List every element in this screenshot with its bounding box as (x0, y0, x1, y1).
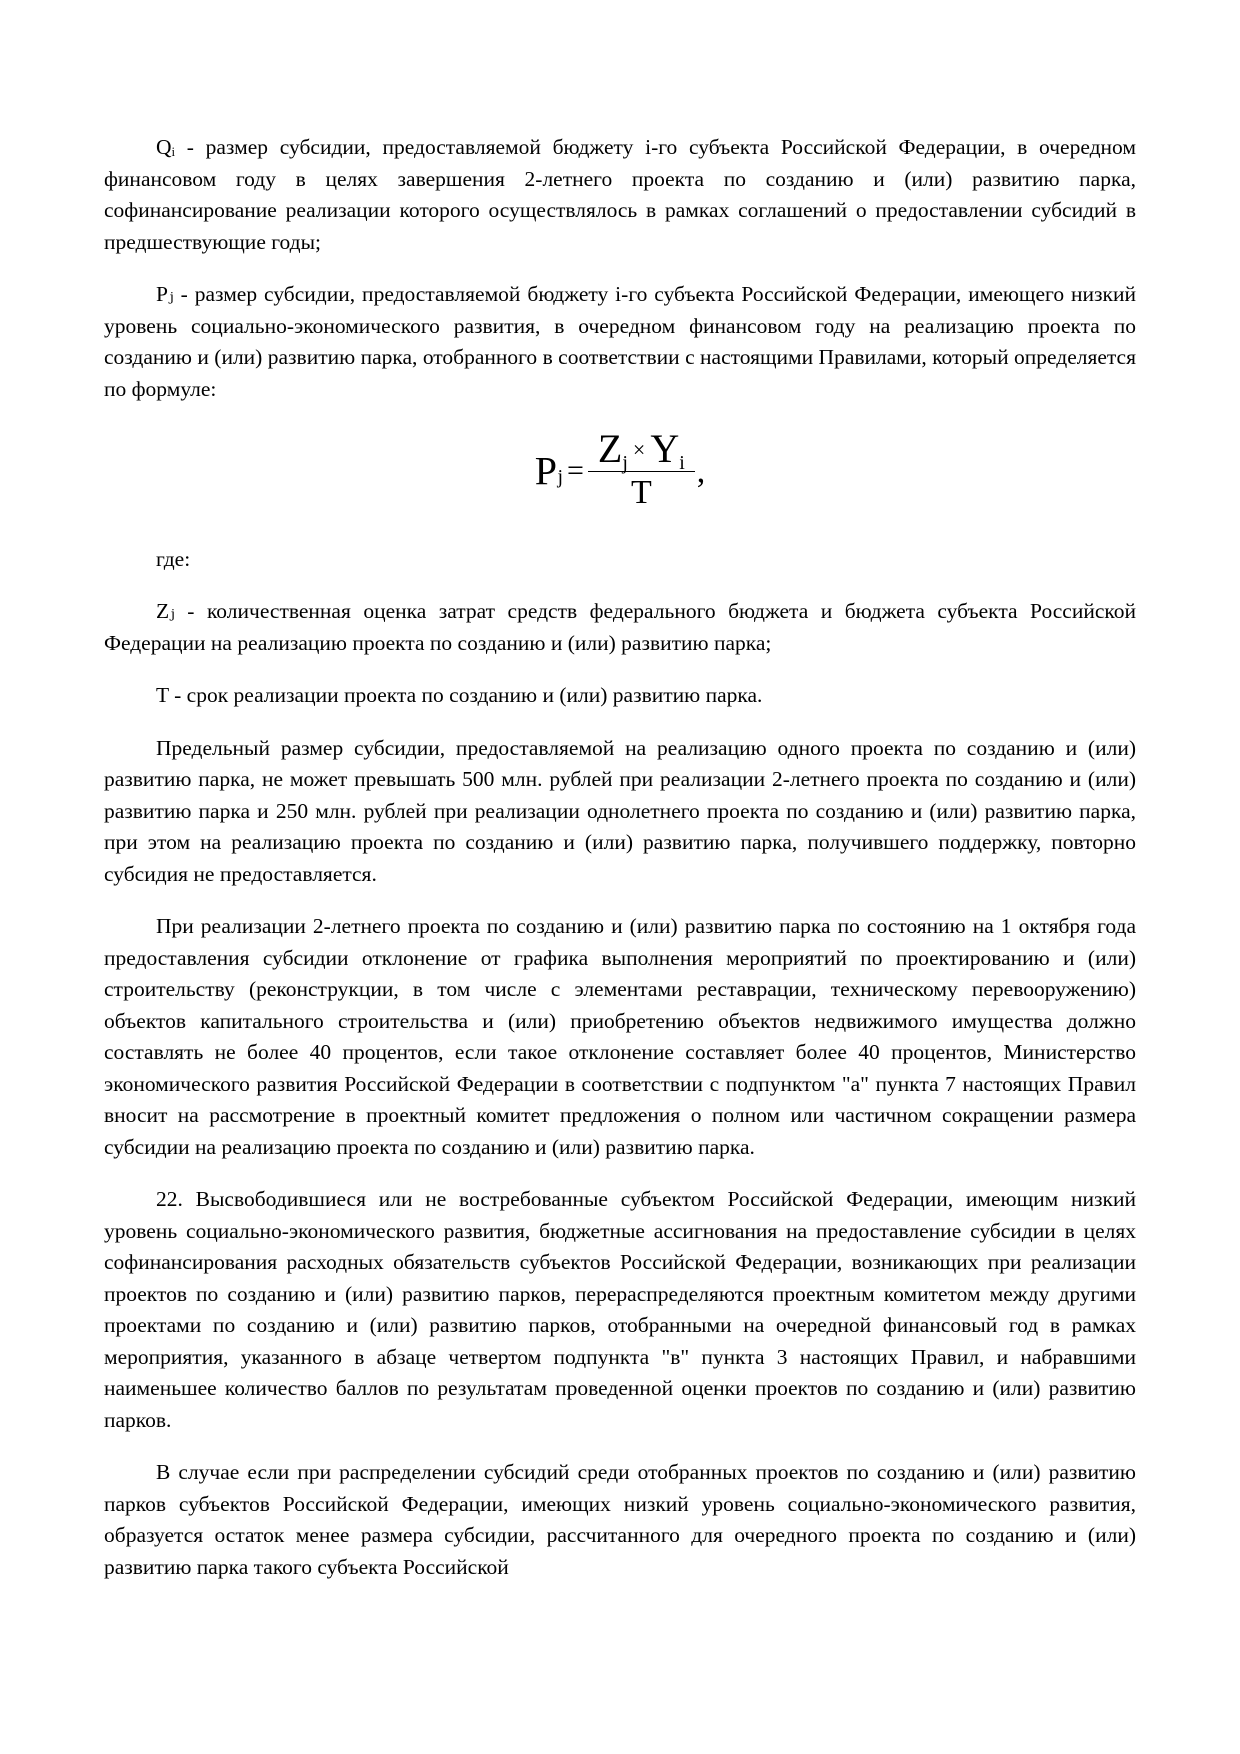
paragraph-clause-22: 22. Высвободившиеся или не востребованные субъектом Российской Федерации, имеющим низкий уровень социально-экономического развития, бюджетные ассигнования на предоставление субсидии в целях софинансирования расходных обязательств субъектов Российской Федерации, возникающих при реализации проектов по созданию и (или) развитию парков, перераспределяются проектным комитетом между другими проектами по созданию и (или) развитию парков, отобранными на очередной финансовый год в рамках мероприятия, указанного в абзаце четвертом подпункта "в" пункта 3 настоящих Правил, и набравшими наименьшее количество баллов по результатам проведенной оценки проектов по созданию и (или) развитию парков. (104, 1187, 1136, 1432)
formula-fraction (588, 427, 695, 512)
formula-block (104, 426, 1136, 514)
formula-numerator-subscript-j: j (622, 451, 628, 474)
formula-numerator-variable-z: Z (597, 426, 623, 471)
formula-numerator (588, 427, 695, 472)
formula-denominator: T (630, 474, 652, 512)
paragraph-t-definition: T - срок реализации проекта по созданию и (или) развитию парка. (156, 683, 763, 708)
formula-equals-sign: = (567, 454, 584, 488)
paragraph-q-definition: Qᵢ - размер субсидии, предоставляемой бюджету i-го субъекта Российской Федерации, в очередном финансовом году в целях завершения 2-летнего проекта по созданию и (или) развитию парка, софинансирование реализации которого осуществлялось в рамках соглашений о предоставлении субсидий в предшествующие годы; (104, 135, 1136, 254)
formula-numerator-subscript-i: i (679, 451, 685, 474)
formula-p-equals-z-times-y-over-t (534, 426, 706, 514)
formula-trailing-comma: , (696, 453, 706, 491)
formula-lhs-variable: P (534, 448, 558, 494)
paragraph-remainder-distribution: В случае если при распределении субсидий среди отобранных проектов по созданию и (или) развитию парков субъектов Российской Федерации, имеющих низкий уровень социально-экономического развития, образуется остаток менее размера субсидии, рассчитанного для очередного проекта по созданию и (или) развитию парка такого субъекта Российской (104, 1460, 1136, 1579)
paragraph-subsidy-limit: Предельный размер субсидии, предоставляемой на реализацию одного проекта по созданию и (или) развитию парка, не может превышать 500 млн. рублей при реализации 2-летнего проекта по созданию и (или) развитию парка и 250 млн. рублей при реализации однолетнего проекта по созданию и (или) развитию парка, при этом на реализацию проекта по созданию и (или) развитию парка, получившего поддержку, повторно субсидия не предоставляется. (104, 735, 1136, 886)
paragraph-where-label: где: (156, 546, 191, 571)
formula-lhs-subscript: j (557, 466, 563, 489)
paragraph-schedule-deviation: При реализации 2-летнего проекта по созданию и (или) развитию парка по состоянию на 1 октября года предоставления субсидии отклонение от графика выполнения мероприятий по проектированию и (или) строительству (реконструкции, в том числе с элементами реставрации, техническому перевооружению) объектов капитального строительства и (или) приобретению объектов недвижимого имущества должно составлять не более 40 процентов, если такое отклонение составляет более 40 процентов, Министерство экономического развития Российской Федерации в соответствии с подпунктом "а" пункта 7 настоящих Правил вносит на рассмотрение в проектный комитет предложения о полном или частичном сокращении размера субсидии на реализацию проекта по созданию и (или) развитию парка. (104, 914, 1136, 1159)
paragraph-p-definition: Pⱼ - размер субсидии, предоставляемой бюджету i-го субъекта Российской Федерации, имеющего низкий уровень социально-экономического развития, в очередном финансовом году на реализацию проекта по созданию и (или) развитию парка, отобранного в соответствии с настоящими Правилами, который определяется по формуле: (104, 282, 1136, 401)
paragraph-z-definition: Zⱼ - количественная оценка затрат средств федерального бюджета и бюджета субъекта Российской Федерации на реализацию проекта по созданию и (или) развитию парка; (104, 599, 1136, 655)
formula-multiplication-sign: × (632, 437, 646, 463)
formula-numerator-variable-y: Y (650, 426, 680, 471)
